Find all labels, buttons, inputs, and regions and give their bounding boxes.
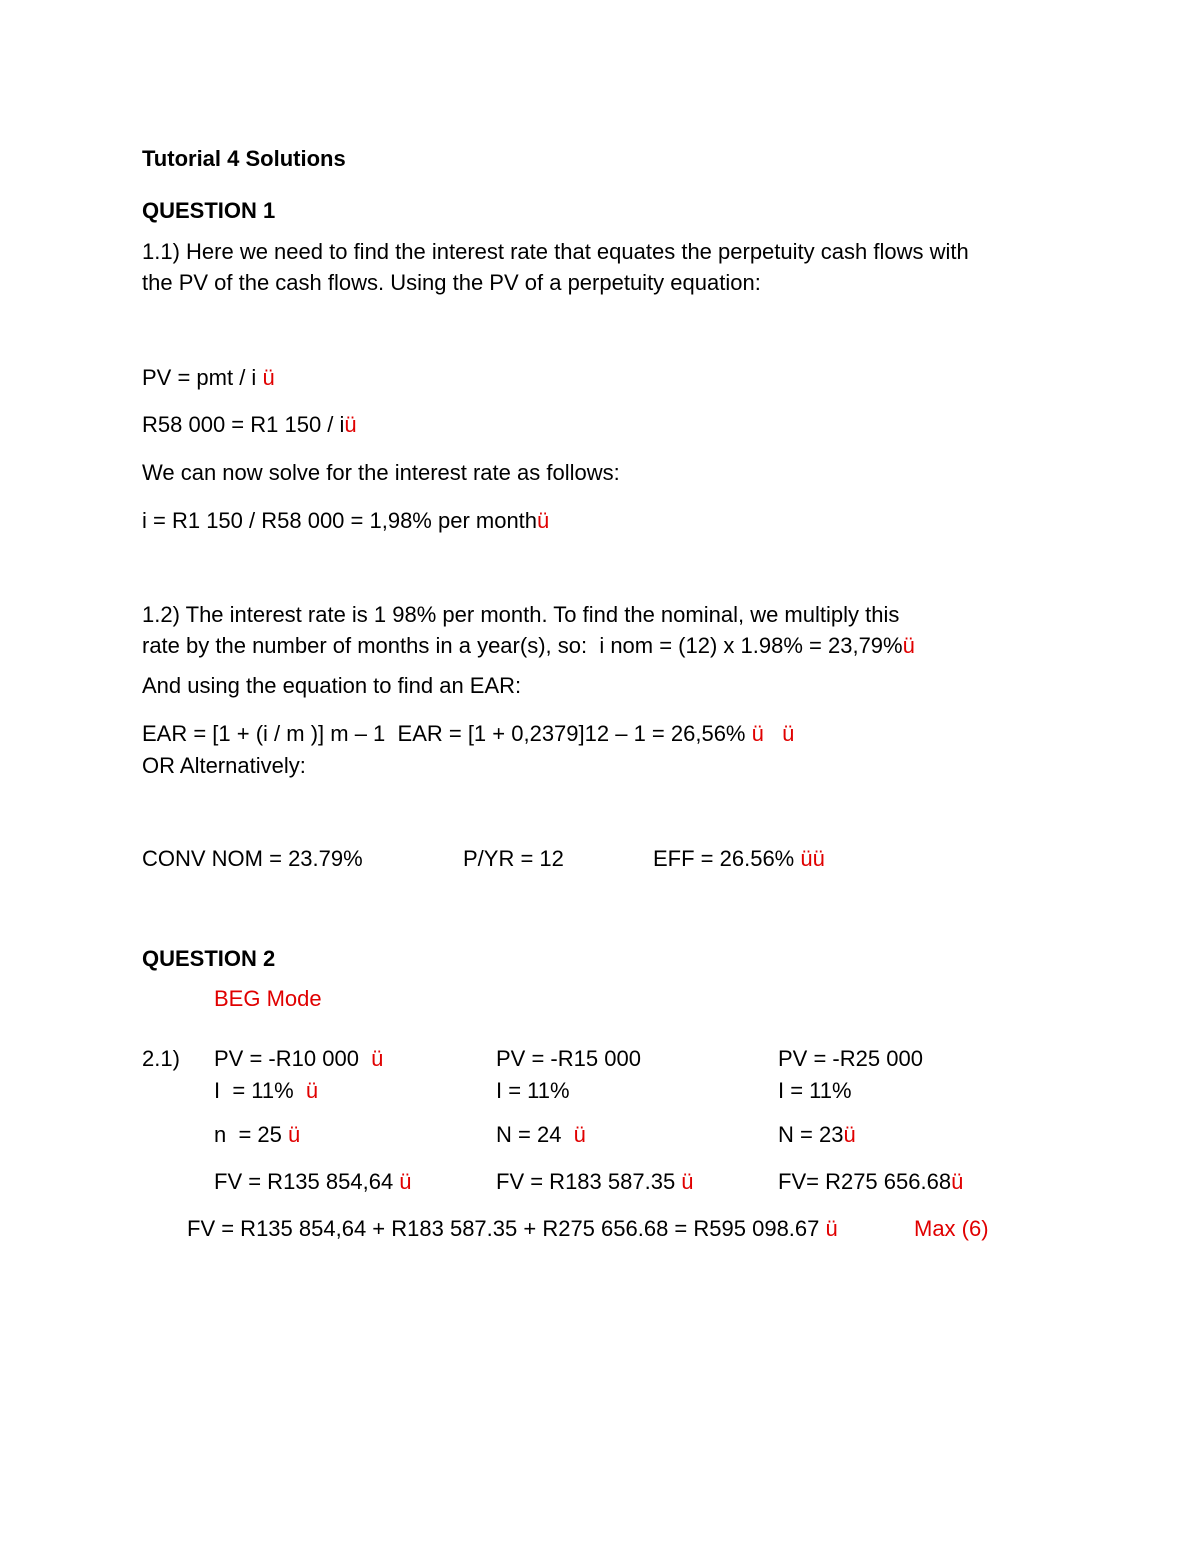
- beg-mode-label: BEG Mode: [214, 986, 322, 1011]
- q1-alternative-label: OR Alternatively:: [142, 753, 306, 778]
- check-mark-icon: ü: [371, 1046, 384, 1071]
- col3-i: I = 11%: [778, 1078, 852, 1103]
- col3-fv: [778, 1171, 963, 1193]
- check-mark-icon: ü: [902, 633, 915, 658]
- col2-pv: PV = -R15 000: [496, 1046, 641, 1071]
- q1-paragraph-4: And using the equation to find an EAR:: [142, 673, 522, 698]
- q1-equation-4: [142, 723, 794, 745]
- conv-nom-value: CONV NOM = 23.79%: [142, 846, 363, 871]
- check-mark-icon: ü: [951, 1169, 964, 1194]
- n-text: N = 23: [778, 1122, 844, 1147]
- eff-text: EFF = 26.56%: [653, 846, 801, 871]
- fv-text: FV = R183 587.35: [496, 1169, 682, 1194]
- q1-paragraph-2: We can now solve for the interest rate as follows:: [142, 460, 620, 485]
- question-2-heading: QUESTION 2: [142, 946, 276, 971]
- q2-total: [187, 1218, 838, 1240]
- q1-paragraph-3-line-1: 1.2) The interest rate is 1 98% per month. To find the nominal, we multiply this: [142, 602, 900, 627]
- n-text: N = 24: [496, 1122, 574, 1147]
- fv-text: FV = R135 854,64: [214, 1169, 400, 1194]
- equation-text: R58 000 = R1 150 / i: [142, 412, 345, 437]
- check-mark-icon: ü ü: [751, 721, 795, 746]
- check-mark-icon: ü: [537, 508, 550, 533]
- col3-pv: PV = -R25 000: [778, 1046, 923, 1071]
- check-mark-icon: üü: [800, 846, 825, 871]
- check-mark-icon: ü: [843, 1122, 856, 1147]
- equation-text: i = R1 150 / R58 000 = 1,98% per month: [142, 508, 538, 533]
- col1-fv: [214, 1171, 412, 1193]
- col1-i: [214, 1080, 318, 1102]
- q1-equation-1: [142, 367, 275, 389]
- check-mark-icon: ü: [399, 1169, 412, 1194]
- check-mark-icon: ü: [681, 1169, 694, 1194]
- total-text: FV = R135 854,64 + R183 587.35 + R275 656.68 = R595 098.67: [187, 1216, 826, 1241]
- col3-n: [778, 1124, 856, 1146]
- check-mark-icon: ü: [305, 1078, 319, 1103]
- q1-paragraph-1-line-1: 1.1) Here we need to find the interest rate that equates the perpetuity cash flows with: [142, 239, 969, 264]
- col2-i: I = 11%: [496, 1078, 570, 1103]
- eff-value: [653, 848, 825, 870]
- check-mark-icon: ü: [288, 1122, 301, 1147]
- q2-part-label: 2.1): [142, 1046, 180, 1071]
- pv-text: PV = -R10 000: [214, 1046, 372, 1071]
- pyr-value: P/YR = 12: [463, 846, 564, 871]
- col1-pv: [214, 1048, 383, 1070]
- q1-equation-2: [142, 414, 357, 436]
- check-mark-icon: ü: [262, 365, 275, 390]
- paragraph-text: rate by the number of months in a year(s), so: i nom = (12) x 1.98% = 23,79%: [142, 633, 903, 658]
- q1-paragraph-3-line-2: [142, 635, 915, 657]
- check-mark-icon: ü: [825, 1216, 838, 1241]
- question-1-heading: QUESTION 1: [142, 198, 276, 223]
- q1-paragraph-1-line-2: the PV of the cash flows. Using the PV of a perpetuity equation:: [142, 270, 761, 295]
- n-text: n = 25: [214, 1122, 289, 1147]
- check-mark-icon: ü: [344, 412, 357, 437]
- q1-equation-3: [142, 510, 549, 532]
- fv-text: FV= R275 656.68: [778, 1169, 952, 1194]
- equation-text: EAR = [1 + (i / m )] m – 1 EAR = [1 + 0,2379]12 – 1 = 26,56%: [142, 721, 752, 746]
- col2-fv: [496, 1171, 694, 1193]
- check-mark-icon: ü: [573, 1122, 586, 1147]
- col1-n: [214, 1124, 300, 1146]
- col2-n: [496, 1124, 586, 1146]
- equation-text: PV = pmt / i: [142, 365, 263, 390]
- max-marks-label: Max (6): [914, 1216, 989, 1241]
- document-title: Tutorial 4 Solutions: [142, 146, 346, 171]
- i-text: I = 11%: [214, 1078, 306, 1103]
